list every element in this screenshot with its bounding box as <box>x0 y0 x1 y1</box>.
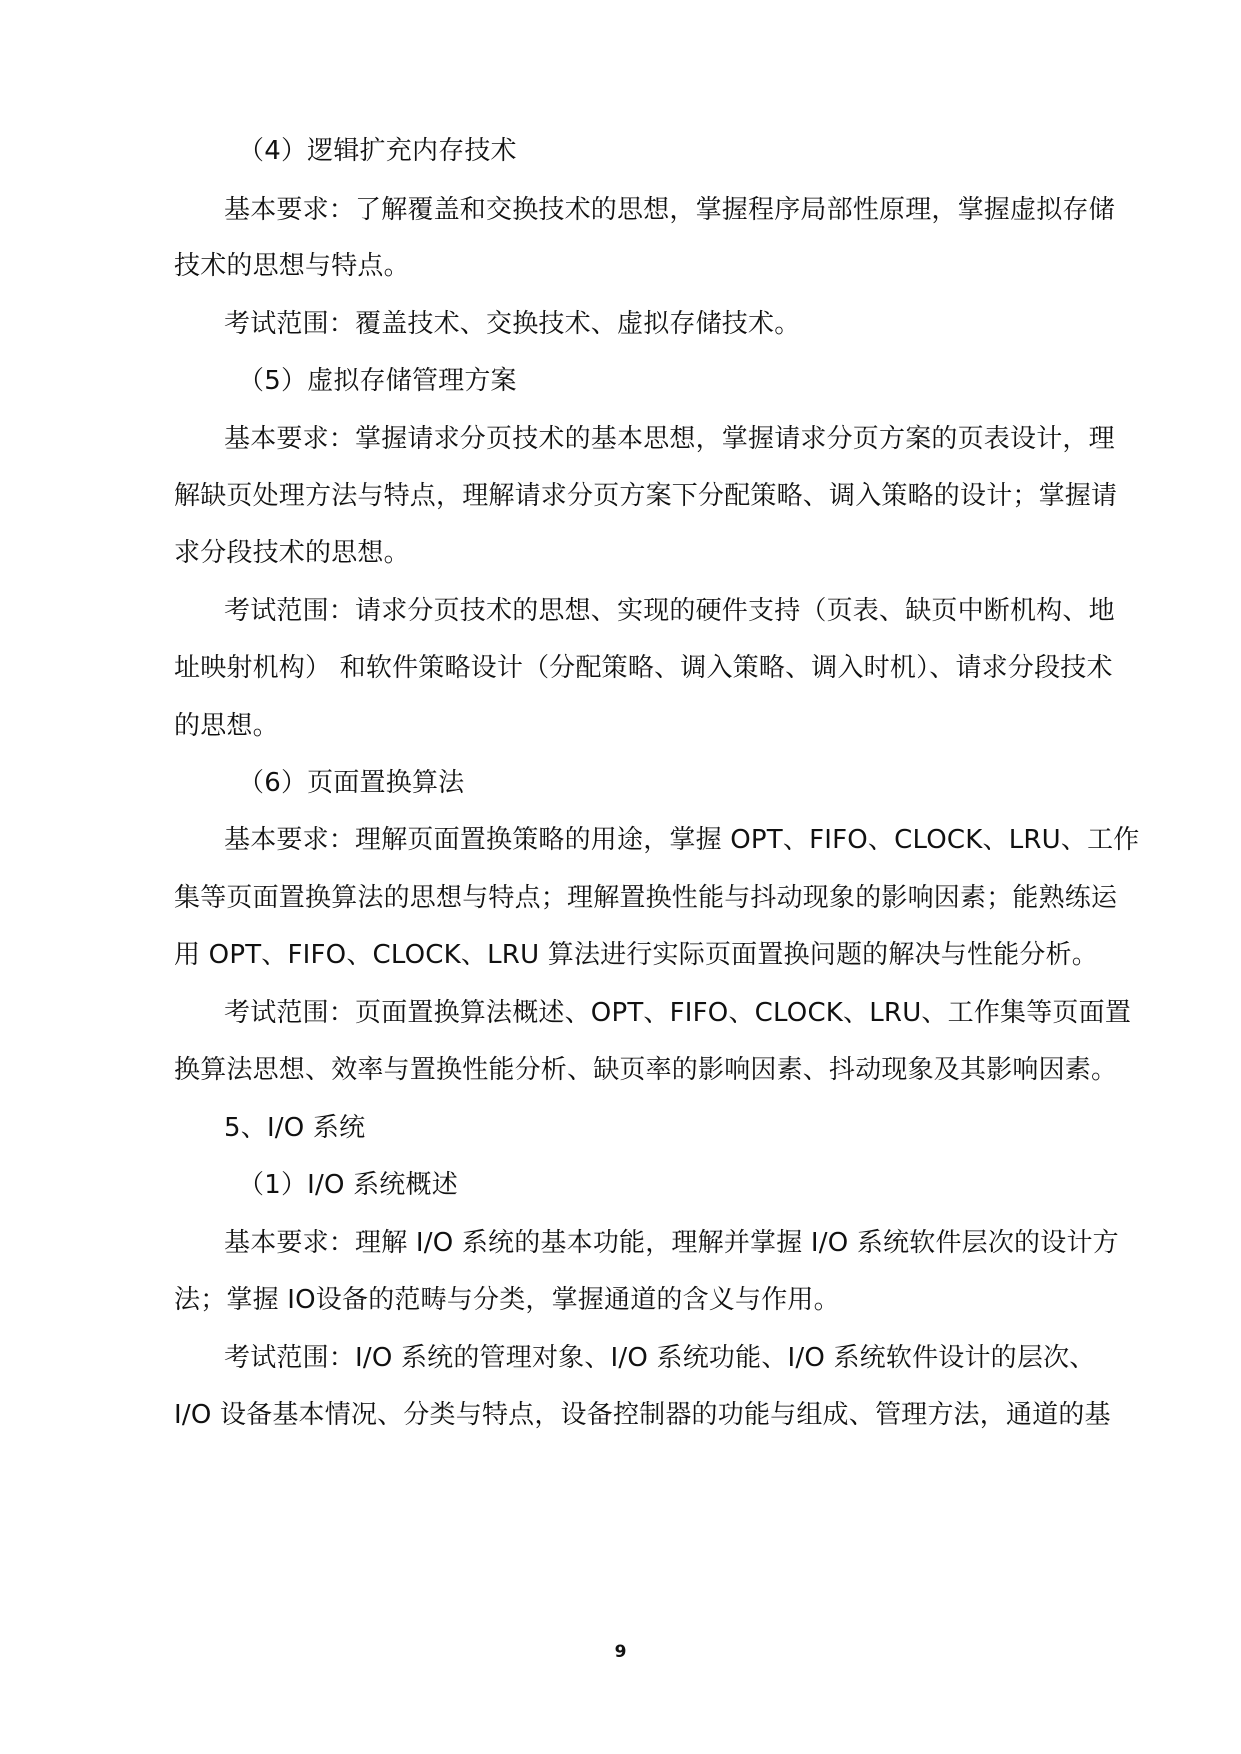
section-heading-5: （5）虚拟存储管理方案 <box>238 366 517 396</box>
paragraph-line: 基本要求：理解 I/O 系统的基本功能，理解并掌握 I/O 系统软件层次的设计方 <box>224 1228 1119 1258</box>
paragraph-line: 考试范围：请求分页技术的思想、实现的硬件支持（页表、缺页中断机构、地 <box>224 596 1115 626</box>
section-heading-6: （6）页面置换算法 <box>238 768 465 798</box>
paragraph-line: 法；掌握 IO设备的范畴与分类，掌握通道的含义与作用。 <box>174 1285 840 1315</box>
paragraph-line: 求分段技术的思想。 <box>174 538 410 568</box>
section-heading-1: （1）I/O 系统概述 <box>238 1170 458 1200</box>
paragraph-line: 用 OPT、FIFO、CLOCK、LRU 算法进行实际页面置换问题的解决与性能分析。 <box>174 940 1098 970</box>
paragraph-line: I/O 设备基本情况、分类与特点，设备控制器的功能与组成、管理方法，通道的基 <box>174 1400 1111 1430</box>
paragraph-line: 换算法思想、效率与置换性能分析、缺页率的影响因素、抖动现象及其影响因素。 <box>174 1055 1118 1085</box>
section-heading-4: （4）逻辑扩充内存技术 <box>238 136 517 166</box>
paragraph-line: 考试范围：覆盖技术、交换技术、虚拟存储技术。 <box>224 309 801 339</box>
paragraph-line: 址映射机构） 和软件策略设计（分配策略、调入策略、调入时机）、请求分段技术 <box>174 653 1113 683</box>
paragraph-line: 基本要求：理解页面置换策略的用途，掌握 OPT、FIFO、CLOCK、LRU、工作 <box>224 825 1140 855</box>
chapter-heading-io: 5、I/O 系统 <box>224 1113 366 1143</box>
paragraph-line: 基本要求：掌握请求分页技术的基本思想，掌握请求分页方案的页表设计，理 <box>224 424 1115 454</box>
paragraph-line: 考试范围：页面置换算法概述、OPT、FIFO、CLOCK、LRU、工作集等页面置 <box>224 998 1132 1028</box>
paragraph-line: 考试范围：I/O 系统的管理对象、I/O 系统功能、I/O 系统软件设计的层次、 <box>224 1343 1096 1373</box>
paragraph-line: 解缺页处理方法与特点，理解请求分页方案下分配策略、调入策略的设计；掌握请 <box>174 481 1118 511</box>
page-number: 9 <box>614 1642 627 1662</box>
paragraph-line: 的思想。 <box>174 711 279 741</box>
paragraph-line: 基本要求：了解覆盖和交换技术的思想，掌握程序局部性原理，掌握虚拟存储 <box>224 195 1115 225</box>
paragraph-line: 集等页面置换算法的思想与特点；理解置换性能与抖动现象的影响因素；能熟练运 <box>174 883 1118 913</box>
paragraph-line: 技术的思想与特点。 <box>174 251 410 281</box>
